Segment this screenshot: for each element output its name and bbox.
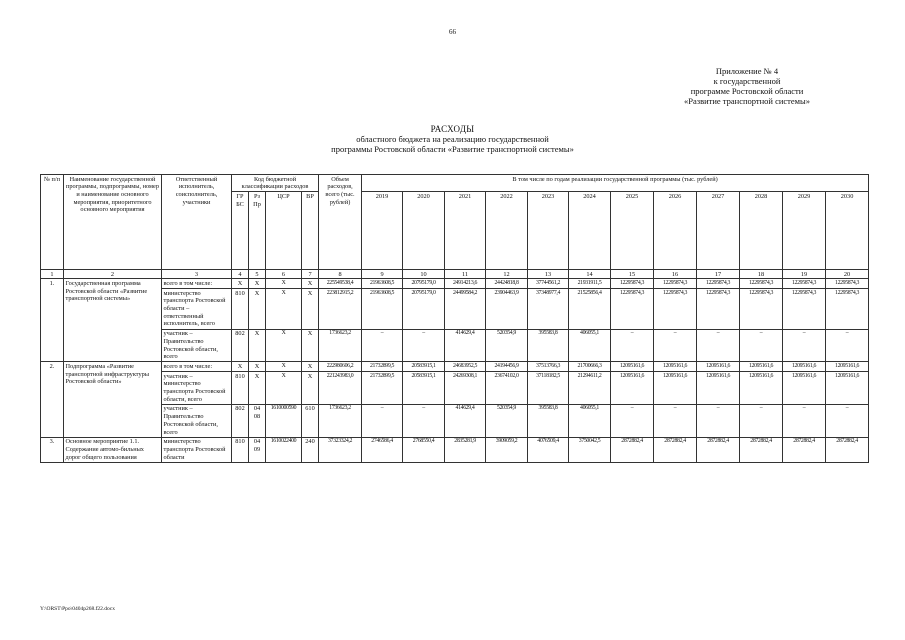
year-value: 12295874,3 — [740, 289, 783, 330]
header-year: 2023 — [528, 192, 569, 270]
table-row — [41, 372, 869, 405]
column-number: 19 — [783, 270, 826, 279]
code-rzpr: Х — [249, 289, 266, 330]
column-number: 12 — [486, 270, 528, 279]
year-value: – — [611, 404, 654, 437]
year-value: 414629,4 — [445, 404, 486, 437]
year-value: 12295874,3 — [697, 279, 740, 289]
year-value: 37513766,3 — [528, 362, 569, 372]
header-responsible: Ответственный исполнитель, соисполнитель, участники — [162, 175, 232, 270]
total-volume: 37323324,2 — [319, 437, 362, 462]
header-year: 2022 — [486, 192, 528, 270]
responsible-executor: участник – министерство транспорта Ростовской области, всего — [162, 372, 232, 405]
year-value: 12095161,6 — [654, 362, 697, 372]
header-year: 2025 — [611, 192, 654, 270]
appendix-line-3: программе Ростовской области — [690, 86, 804, 96]
code-rzpr: 04 09 — [249, 437, 266, 462]
code-rzpr: Х — [249, 372, 266, 405]
year-value: – — [697, 329, 740, 362]
year-value: 20795179,0 — [403, 279, 445, 289]
code-csr: 1610000590 — [266, 404, 302, 437]
year-value: 4076509,4 — [528, 437, 569, 462]
expenses-table — [40, 174, 869, 463]
header-year: 2030 — [826, 192, 869, 270]
year-value: 2872882,4 — [697, 437, 740, 462]
header-year: 2019 — [362, 192, 403, 270]
year-value: 12295874,3 — [654, 279, 697, 289]
year-value: – — [740, 329, 783, 362]
code-vr: 610 — [302, 404, 319, 437]
responsible-executor: министерство транспорта Ростовской области – ответственный исполнитель, всего — [162, 289, 232, 330]
header-year: 2024 — [569, 192, 611, 270]
year-value: 21931911,5 — [569, 279, 611, 289]
year-value: 2746586,4 — [362, 437, 403, 462]
row-number: 3. — [41, 437, 64, 462]
year-value: 520354,9 — [486, 404, 528, 437]
year-value: 20583915,1 — [403, 362, 445, 372]
year-value: 21525856,4 — [569, 289, 611, 330]
year-value: 12295874,3 — [826, 279, 869, 289]
total-volume: 223812915,2 — [319, 289, 362, 330]
year-value: 23674102,0 — [486, 372, 528, 405]
year-value: – — [783, 404, 826, 437]
code-vr: Х — [302, 362, 319, 372]
year-value: 20583915,1 — [403, 372, 445, 405]
year-value: 3909059,2 — [486, 437, 528, 462]
year-value: 395583,8 — [528, 329, 569, 362]
column-number: 7 — [302, 270, 319, 279]
year-value: 406055,1 — [569, 404, 611, 437]
year-value: 12295874,3 — [740, 279, 783, 289]
year-value: 37118182,5 — [528, 372, 569, 405]
total-volume: 225549538,4 — [319, 279, 362, 289]
document-heading — [0, 124, 905, 154]
year-value: 395583,8 — [528, 404, 569, 437]
header-rzpr: Рз Пр — [249, 192, 266, 270]
code-csr: Х — [266, 372, 302, 405]
column-number: 1 — [41, 270, 64, 279]
year-value: 12095161,6 — [826, 362, 869, 372]
code-csr: Х — [266, 289, 302, 330]
year-value: 23904463,9 — [486, 289, 528, 330]
year-value: – — [611, 329, 654, 362]
year-value: 2835281,9 — [445, 437, 486, 462]
responsible-executor: всего в том числе: — [162, 279, 232, 289]
responsible-executor: участник – Правительство Ростовской области, всего — [162, 404, 232, 437]
column-number: 6 — [266, 270, 302, 279]
year-value: – — [740, 404, 783, 437]
year-value: 3750042,5 — [569, 437, 611, 462]
year-value: 12095161,6 — [783, 362, 826, 372]
year-value: 12295874,3 — [783, 279, 826, 289]
table-row — [41, 289, 869, 330]
year-value: 24424818,8 — [486, 279, 528, 289]
total-volume: 222980606,2 — [319, 362, 362, 372]
column-number: 9 — [362, 270, 403, 279]
column-number: 10 — [403, 270, 445, 279]
code-grbs: 810 — [232, 372, 249, 405]
year-value: 2872882,4 — [826, 437, 869, 462]
code-grbs: 802 — [232, 329, 249, 362]
year-value: 414629,4 — [445, 329, 486, 362]
year-value: 2768550,4 — [403, 437, 445, 462]
year-value: 12095161,6 — [783, 372, 826, 405]
column-number: 13 — [528, 270, 569, 279]
row-name: Подпрограмма «Развитие транспортной инфраструктуры Ростовской области» — [64, 362, 162, 437]
appendix-note — [637, 66, 857, 106]
year-value: 12095161,6 — [740, 372, 783, 405]
year-value: 20795179,0 — [403, 289, 445, 330]
column-number: 4 — [232, 270, 249, 279]
header-year: 2026 — [654, 192, 697, 270]
column-number: 15 — [611, 270, 654, 279]
responsible-executor: участник – Правительство Ростовской области, всего — [162, 329, 232, 362]
code-rzpr: Х — [249, 362, 266, 372]
code-vr: Х — [302, 372, 319, 405]
responsible-executor: министерство транспорта Ростовской области — [162, 437, 232, 462]
year-value: – — [826, 404, 869, 437]
header-year: 2028 — [740, 192, 783, 270]
year-value: 520354,9 — [486, 329, 528, 362]
column-number: 2 — [64, 270, 162, 279]
header-year: 2029 — [783, 192, 826, 270]
year-value: 12295874,3 — [654, 289, 697, 330]
year-value: 12295874,3 — [697, 289, 740, 330]
file-path-footer: Y:\ORST\Ppo\0404p268.f22.docx — [40, 606, 115, 612]
header-volume: Объем расходов, всего (тыс. рублей) — [319, 175, 362, 270]
year-value: 24499584,2 — [445, 289, 486, 330]
total-volume: 221243983,0 — [319, 372, 362, 405]
year-value: 12095161,6 — [654, 372, 697, 405]
document-title: РАСХОДЫ — [430, 124, 475, 134]
column-number: 14 — [569, 270, 611, 279]
page-number: 66 — [449, 28, 456, 36]
column-number: 8 — [319, 270, 362, 279]
year-value: 12095161,6 — [611, 362, 654, 372]
year-value: 12095161,6 — [697, 372, 740, 405]
column-number: 5 — [249, 270, 266, 279]
code-grbs: Х — [232, 279, 249, 289]
year-value: 12295874,3 — [826, 289, 869, 330]
column-number: 20 — [826, 270, 869, 279]
year-value: 12095161,6 — [826, 372, 869, 405]
header-vr: ВР — [302, 192, 319, 270]
column-number: 11 — [445, 270, 486, 279]
year-value: – — [654, 404, 697, 437]
year-value: 2872882,4 — [654, 437, 697, 462]
year-value: 406055,1 — [569, 329, 611, 362]
header-year: 2027 — [697, 192, 740, 270]
table-row — [41, 437, 869, 462]
year-value: 12295874,3 — [783, 289, 826, 330]
code-csr: Х — [266, 362, 302, 372]
year-value: 21294611,2 — [569, 372, 611, 405]
row-number: 2. — [41, 362, 64, 437]
year-value: – — [697, 404, 740, 437]
year-value: 24269308,1 — [445, 372, 486, 405]
year-value: 12095161,6 — [740, 362, 783, 372]
year-value: 24683952,5 — [445, 362, 486, 372]
header-year: 2021 — [445, 192, 486, 270]
year-value: 2872882,4 — [783, 437, 826, 462]
column-number: 17 — [697, 270, 740, 279]
header-csr: ЦСР — [266, 192, 302, 270]
year-value: 12095161,6 — [697, 362, 740, 372]
code-vr: Х — [302, 329, 319, 362]
year-value: 12295874,3 — [611, 289, 654, 330]
year-value: – — [403, 329, 445, 362]
header-num: № п/п — [41, 175, 64, 270]
header-grbs: ГР БС — [232, 192, 249, 270]
year-value: 12095161,6 — [611, 372, 654, 405]
appendix-line-2: к государственной — [713, 76, 781, 86]
header-name: Наименование государственной программы, подпрограммы, номер и наименование основного мероприятия, приоритетного основного мероприятия — [64, 175, 162, 270]
code-vr: Х — [302, 289, 319, 330]
year-value: – — [654, 329, 697, 362]
total-volume: 1736623,2 — [319, 404, 362, 437]
code-rzpr: Х — [249, 279, 266, 289]
document-subtitle-line-1: областного бюджета на реализацию государственной — [356, 134, 549, 144]
total-volume: 1736623,2 — [319, 329, 362, 362]
appendix-line-4: «Развитие транспортной системы» — [683, 96, 811, 106]
year-value: 21732899,5 — [362, 372, 403, 405]
year-value: 24194456,9 — [486, 362, 528, 372]
year-value: – — [826, 329, 869, 362]
responsible-executor: всего в том числе: — [162, 362, 232, 372]
code-rzpr: Х — [249, 329, 266, 362]
code-grbs: 810 — [232, 289, 249, 330]
document-subtitle-line-2: программы Ростовской области «Развитие транспортной системы» — [331, 144, 574, 154]
year-value: – — [362, 404, 403, 437]
code-csr: 1610022400 — [266, 437, 302, 462]
year-value: 37348977,4 — [528, 289, 569, 330]
header-budget-code: Код бюджетной классификации расходов — [232, 175, 319, 192]
year-value: 37744561,2 — [528, 279, 569, 289]
appendix-line-1: Приложение № 4 — [715, 66, 779, 76]
code-csr: Х — [266, 329, 302, 362]
code-grbs: 802 — [232, 404, 249, 437]
code-rzpr: 04 08 — [249, 404, 266, 437]
row-number: 1. — [41, 279, 64, 362]
year-value: 2872882,4 — [611, 437, 654, 462]
year-value: 21700666,3 — [569, 362, 611, 372]
year-value: – — [362, 329, 403, 362]
row-name: Государственная программа Ростовской области «Развитие транспортной системы» — [64, 279, 162, 362]
year-value: – — [403, 404, 445, 437]
code-grbs: Х — [232, 362, 249, 372]
table-row — [41, 362, 869, 372]
year-value: 24914213,6 — [445, 279, 486, 289]
code-csr: Х — [266, 279, 302, 289]
column-number: 16 — [654, 270, 697, 279]
year-value: – — [783, 329, 826, 362]
column-number: 3 — [162, 270, 232, 279]
year-value: 21732899,5 — [362, 362, 403, 372]
code-vr: 240 — [302, 437, 319, 462]
header-year: 2020 — [403, 192, 445, 270]
year-value: 12295874,3 — [611, 279, 654, 289]
row-name: Основное мероприятие 1.1. Содержание автомо-бильных дорог общего пользования — [64, 437, 162, 462]
table-row — [41, 279, 869, 289]
header-years-group: В том числе по годам реализации государственной программы (тыс. рублей) — [362, 175, 869, 192]
year-value: 2872882,4 — [740, 437, 783, 462]
code-grbs: 810 — [232, 437, 249, 462]
code-vr: Х — [302, 279, 319, 289]
year-value: 21963608,5 — [362, 289, 403, 330]
table-row — [41, 329, 869, 362]
column-number: 18 — [740, 270, 783, 279]
table-row — [41, 404, 869, 437]
year-value: 21963608,5 — [362, 279, 403, 289]
